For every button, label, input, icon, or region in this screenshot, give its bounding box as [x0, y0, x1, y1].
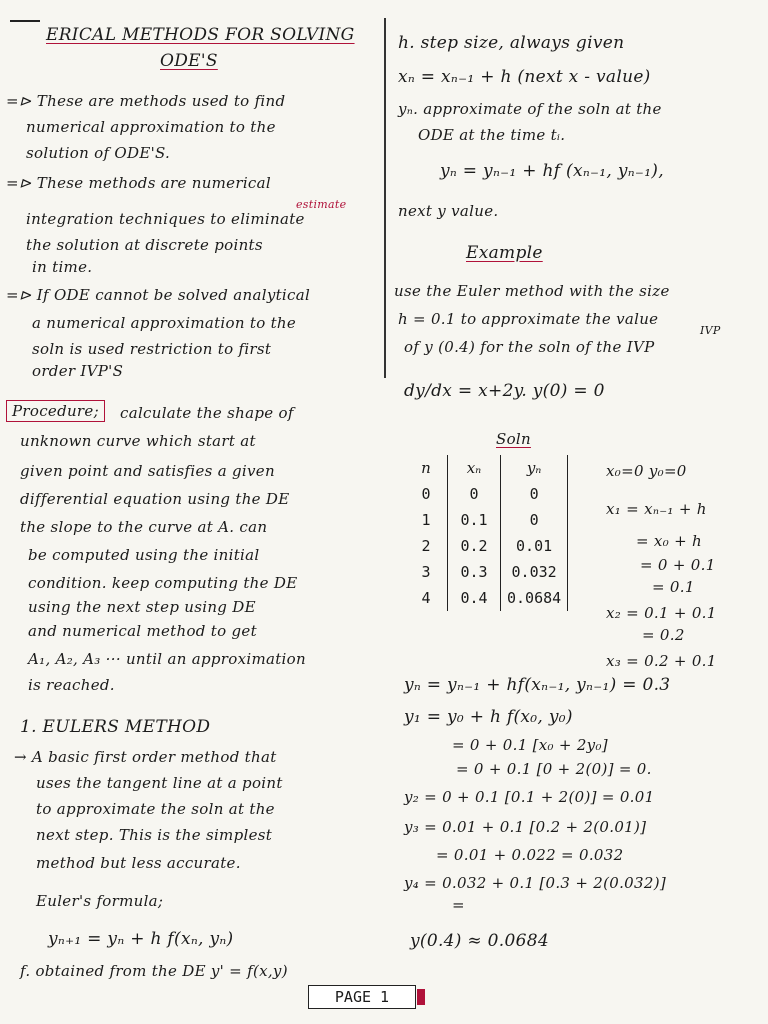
- values-table: [405, 455, 568, 611]
- procedure-line: and numerical method to get: [28, 622, 257, 640]
- table-cell: 0: [448, 481, 501, 507]
- side-calc-line: = x₀ + h: [636, 532, 702, 550]
- def-line: yₙ. approximate of the soln at the: [398, 100, 662, 118]
- side-calc-line: = 0.1: [652, 578, 695, 596]
- table-cell: 0: [501, 481, 568, 507]
- page-flag-marker: [417, 989, 425, 1005]
- table-cell: 2: [421, 537, 431, 555]
- table-cell: 4: [421, 589, 431, 607]
- side-calc-line: x₃ = 0.2 + 0.1: [606, 652, 717, 670]
- page-subtitle: ODE'S: [160, 51, 218, 71]
- formula-note: f. obtained from the DE y' = f(x,y): [20, 962, 288, 980]
- table-cell: 0.032: [501, 559, 568, 585]
- table-cell: 0.01: [501, 533, 568, 559]
- procedure-line: given point and satisfies a given: [20, 462, 275, 480]
- ivp-note: IVP: [700, 324, 721, 337]
- intro-line: =⊳ These are methods used to find: [6, 92, 286, 110]
- table-header: yₙ: [501, 455, 568, 481]
- table-row: [405, 533, 568, 559]
- procedure-line: the slope to the curve at A. can: [20, 518, 268, 536]
- work-line: y₂ = 0 + 0.1 [0.1 + 2(0)] = 0.01: [404, 788, 655, 806]
- def-line: xₙ = xₙ₋₁ + h (next x - value): [398, 67, 651, 87]
- work-line: =: [452, 896, 465, 914]
- example-line: use the Euler method with the size: [394, 282, 670, 300]
- work-line: = 0.01 + 0.022 = 0.032: [436, 846, 624, 864]
- intro-line: =⊳ If ODE cannot be solved analytical: [6, 286, 311, 304]
- table-cell: 0: [421, 485, 431, 503]
- final-answer: y(0.4) ≈ 0.0684: [410, 931, 549, 951]
- table-row: [405, 507, 568, 533]
- work-line: y₄ = 0.032 + 0.1 [0.3 + 2(0.032)]: [404, 874, 667, 892]
- euler-heading: 1. EULERS METHOD: [20, 717, 211, 737]
- soln-heading: Soln: [496, 430, 531, 448]
- ode-equation: dy/dx = x+2y. y(0) = 0: [404, 381, 605, 401]
- euler-line: uses the tangent line at a point: [36, 774, 283, 792]
- procedure-line: condition. keep computing the DE: [28, 574, 298, 592]
- procedure-line: be computed using the initial: [28, 546, 260, 564]
- intro-line: the solution at discrete points: [26, 236, 263, 254]
- page-number-text: PAGE 1: [334, 988, 390, 1006]
- work-line: = 0 + 0.1 [0 + 2(0)] = 0.: [456, 760, 652, 778]
- def-line: h. step size, always given: [398, 33, 625, 53]
- page-title: ERICAL METHODS FOR SOLVING: [46, 25, 355, 45]
- table-cell: 0.2: [448, 533, 501, 559]
- table-row: [405, 585, 568, 611]
- example-heading: Example: [466, 243, 543, 263]
- intro-line: solution of ODE'S.: [26, 144, 171, 162]
- procedure-line: differential equation using the DE: [20, 490, 290, 508]
- procedure-line: A₁, A₂, A₃ ··· until an approximation: [28, 650, 306, 668]
- table-cell: 0.1: [448, 507, 501, 533]
- table-row: [405, 559, 568, 585]
- header-rule: [10, 20, 40, 22]
- work-line: y₁ = y₀ + h f(x₀, y₀): [404, 707, 573, 727]
- def-line: next y value.: [398, 202, 499, 220]
- intro-line: integration techniques to eliminate: [26, 210, 305, 228]
- intro-line: numerical approximation to the: [26, 118, 276, 136]
- intro-line: in time.: [32, 258, 93, 276]
- example-line: h = 0.1 to approximate the value: [398, 310, 659, 328]
- formula-label: Euler's formula;: [36, 892, 164, 910]
- procedure-label: Procedure;: [6, 400, 105, 422]
- table-header: n: [421, 459, 431, 477]
- procedure-line: is reached.: [28, 676, 115, 694]
- side-calc-line: x₁ = xₙ₋₁ + h: [606, 500, 707, 518]
- side-calc-line: = 0 + 0.1: [640, 556, 716, 574]
- procedure-line: using the next step using DE: [28, 598, 256, 616]
- page-number-label: [308, 985, 416, 1009]
- euler-line: to approximate the soln at the: [36, 800, 275, 818]
- intro-line: =⊳ These methods are numerical: [6, 174, 271, 192]
- side-calc-line: x₂ = 0.1 + 0.1: [606, 604, 717, 622]
- intro-line: a numerical approximation to the: [32, 314, 297, 332]
- work-line: = 0 + 0.1 [x₀ + 2y₀]: [452, 736, 608, 754]
- euler-formula: yₙ₊₁ = yₙ + h f(xₙ, yₙ): [48, 929, 234, 949]
- euler-line: → A basic first order method that: [14, 748, 277, 766]
- column-divider: [384, 18, 386, 378]
- estimate-note: estimate: [296, 198, 347, 211]
- euler-line: next step. This is the simplest: [36, 826, 273, 844]
- side-calc-line: = 0.2: [642, 626, 685, 644]
- table-cell: 0: [501, 507, 568, 533]
- def-line: yₙ = yₙ₋₁ + hf (xₙ₋₁, yₙ₋₁),: [440, 161, 664, 181]
- table-header: xₙ: [448, 455, 501, 481]
- def-line: ODE at the time tᵢ.: [418, 126, 566, 144]
- work-line: yₙ = yₙ₋₁ + hf(xₙ₋₁, yₙ₋₁) = 0.3: [404, 675, 671, 695]
- procedure-line: unknown curve which start at: [20, 432, 256, 450]
- intro-line: soln is used restriction to first: [32, 340, 272, 358]
- procedure-line: calculate the shape of: [120, 404, 294, 422]
- table-cell: 0.3: [448, 559, 501, 585]
- table-header-row: [405, 455, 568, 481]
- work-line: y₃ = 0.01 + 0.1 [0.2 + 2(0.01)]: [404, 818, 647, 836]
- intro-line: order IVP'S: [32, 362, 124, 380]
- table-cell: 3: [421, 563, 431, 581]
- euler-line: method but less accurate.: [36, 854, 241, 872]
- table-row: [405, 481, 568, 507]
- example-line: of y (0.4) for the soln of the IVP: [404, 338, 655, 356]
- table-cell: 1: [421, 511, 431, 529]
- side-calc-line: x₀=0 y₀=0: [606, 462, 687, 480]
- table-cell: 0.4: [448, 585, 501, 611]
- table-cell: 0.0684: [501, 585, 568, 611]
